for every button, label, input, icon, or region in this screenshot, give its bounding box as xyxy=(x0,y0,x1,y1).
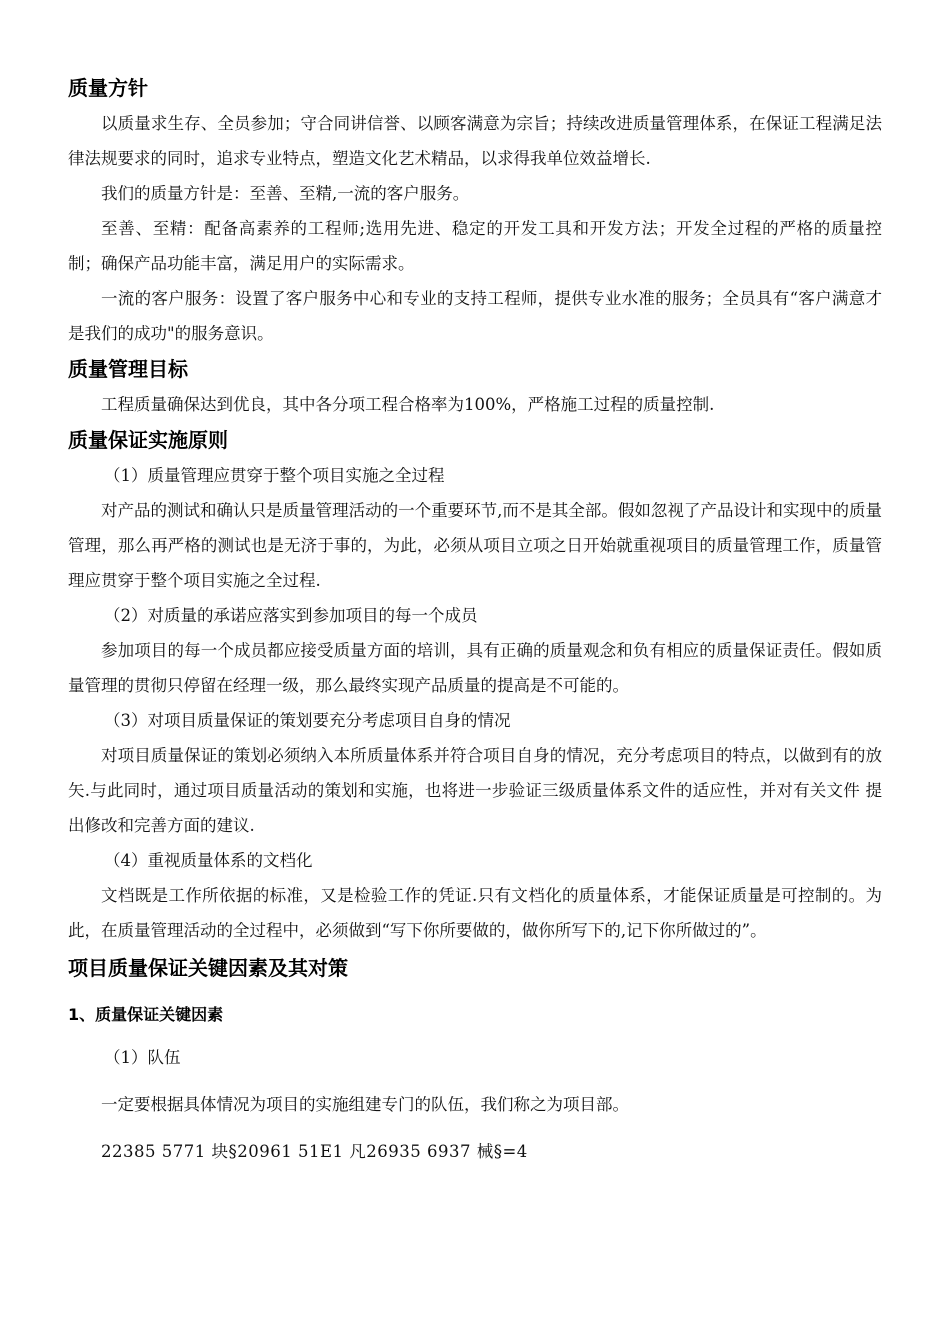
heading-key-factors: 项目质量保证关键因素及其对策 xyxy=(68,956,348,980)
heading-quality-goal: 质量管理目标 xyxy=(68,357,188,381)
quality-goal-paragraph: 工程质量确保达到优良，其中各分项工程合格率为100%，严格施工过程的质量控制. xyxy=(101,395,715,414)
quality-policy-paragraph-2: 我们的质量方针是：至善、至精,一流的客户服务。 xyxy=(101,184,470,203)
principle-2-body: 参加项目的每一个成员都应接受质量方面的培训，具有正确的质量观念和负有相应的质量保证责任。假如质量管理的贯彻只停留在经理一级，那么最终实现产品质量的提高是不可能的。 xyxy=(68,641,882,695)
document-page xyxy=(68,70,882,1169)
principle-2-title: （2）对质量的承诺应落实到参加项目的每一个成员 xyxy=(104,606,478,625)
heading-quality-policy: 质量方针 xyxy=(68,76,148,100)
principle-3-body: 对项目质量保证的策划必须纳入本所质量体系并符合项目自身的情况，充分考虑项目的特点，以做到有的放矢.与此同时，通过项目质量活动的策划和实施，也将进一步验证三级质量体系文件的适应性，并对有关文件 提出修改和完善方面的建议. xyxy=(68,746,882,835)
quality-policy-paragraph-4: 一流的客户服务：设置了客户服务中心和专业的支持工程师，提供专业水准的服务；全员具有“客户满意才是我们的成功"的服务意识。 xyxy=(68,289,882,343)
principle-1-body: 对产品的测试和确认只是质量管理活动的一个重要环节,而不是其全部。假如忽视了产品设计和实现中的质量管理，那么再严格的测试也是无济于事的，为此，必须从项目立项之日开始就重视项目的质量管理工作，质量管理应贯穿于整个项目实施之全过程. xyxy=(68,501,882,590)
quality-policy-paragraph-1: 以质量求生存、全员参加；守合同讲信誉、以顾客满意为宗旨；持续改进质量管理体系，在保证工程满足法律法规要求的同时，追求专业特点，塑造文化艺术精品，以求得我单位效益增长. xyxy=(68,114,882,168)
principle-1-title: （1）质量管理应贯穿于整个项目实施之全过程 xyxy=(104,466,445,485)
quality-policy-paragraph-3: 至善、至精：配备高素养的工程师;选用先进、稳定的开发工具和开发方法；开发全过程的严格的质量控制；确保产品功能丰富，满足用户的实际需求。 xyxy=(68,219,882,273)
principle-4-body: 文档既是工作所依据的标准，又是检验工作的凭证.只有文档化的质量体系，才能保证质量是可控制的。为此，在质量管理活动的全过程中，必须做到“写下你所要做的，做你所写下的,记下你所做过的”。 xyxy=(68,886,882,940)
heading-qa-principles: 质量保证实施原则 xyxy=(68,428,228,452)
key-factor-1-title: （1）队伍 xyxy=(104,1048,181,1067)
subheading-key-factors: 1、质量保证关键因素 xyxy=(68,1005,224,1024)
principle-4-title: （4）重视质量体系的文档化 xyxy=(104,851,313,870)
key-factor-1-body: 一定要根据具体情况为项目的实施组建专门的队伍，我们称之为项目部。 xyxy=(101,1095,629,1114)
principle-3-title: （3）对项目质量保证的策划要充分考虑项目自身的情况 xyxy=(104,711,511,730)
trailing-code-text: 22385 5771 块§20961 51E1 凡26935 6937 械§=4 xyxy=(101,1142,528,1161)
